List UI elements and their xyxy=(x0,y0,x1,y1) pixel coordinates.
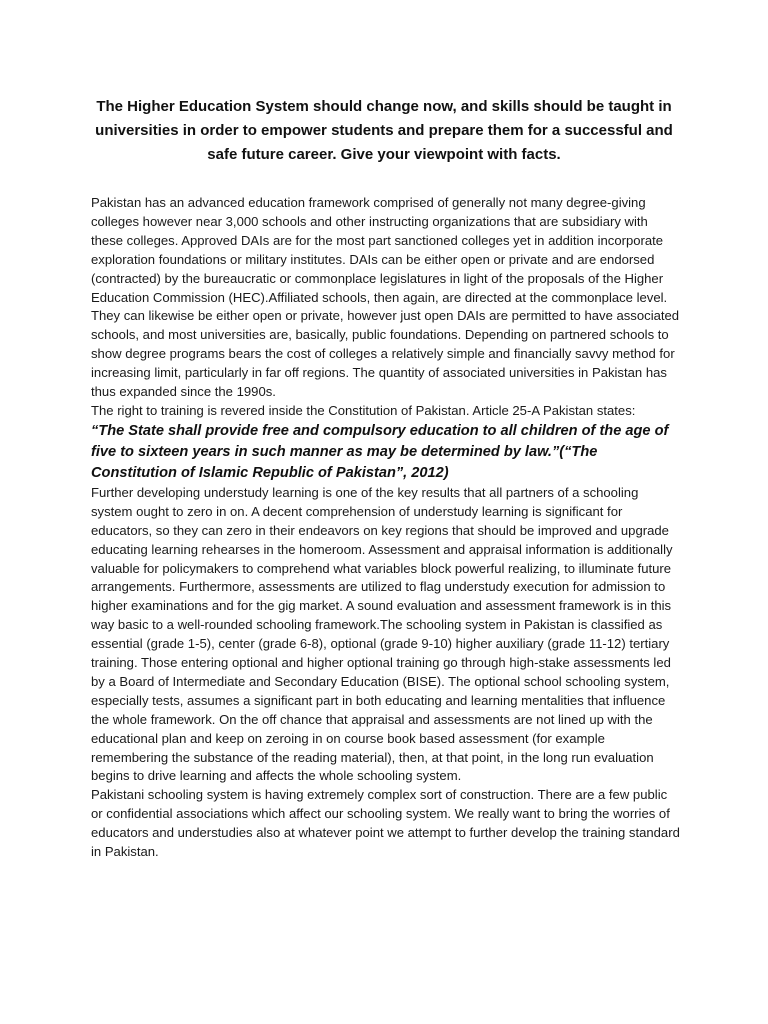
paragraph-constitution-intro: The right to training is revered inside the Constitution of Pakistan. Article 25-A Pakistan states: xyxy=(91,402,636,418)
paragraph-education-framework: Pakistan has an advanced education framework comprised of generally not many degree-giving colleges however near 3,000 schools and other instructing organizations that are subsidiary with these colleges. Approved DAIs are for the most part sanctioned colleges yet in addition incorporate exploration foundations or military institutes. DAIs can be either open or private and are endorsed (contracted) by the bureaucratic or commonplace legislatures in light of the proposals of the Higher Education Commission (HEC).Affiliated schools, then again, are directed at the commonplace level. They can likewise be either open or private, however just open DAIs are permitted to have associated schools, and most universities are, basically, public foundations. Depending on partnered schools to show degree programs bears the cost of colleges a relatively simple and financially savvy method for increasing limit, particularly in far off regions. The quantity of associated universities in Pakistan has thus expanded since the 1990s. xyxy=(91,195,680,400)
constitution-quote: “The State shall provide free and compulsory education to all children of the age of five to sixteen years in such manner as may be determined by law.”(“The Constitution of Islamic Republic of Pakistan”, 2012) xyxy=(91,422,669,481)
essay-title: The Higher Education System should change now, and skills should be taught in universities in order to empower students and prepare them for a successful and safe future career. Give your viewpoint with facts. xyxy=(95,98,673,163)
paragraph-student-learning: Further developing understudy learning is one of the key results that all partners of a schooling system ought to zero in on. A decent comprehension of understudy learning is significant for educators, so they can zero in their endeavors on key regions that should be improved and upgrade educating learning rehearses in the homeroom. Assessment and appraisal information is additionally valuable for policymakers to comprehend what variables block powerful realizing, to illuminate future arrangements. Furthermore, assessments are utilized to flag understudy execution for admission to higher examinations and for the gig market. A sound evaluation and assessment framework is in this way basic to a well-rounded schooling framework.The schooling system in Pakistan is classified as essential (grade 1-5), center (grade 6-8), optional (grade 9-10) higher auxiliary (grade 11-12) tertiary training. Those entering optional and higher optional training go through high-stake assessments led by a Board of Intermediate and Secondary Education (BISE). The optional school schooling system, especially tests, assumes a significant part in both educating and learning mentalities that influence the whole framework. On the off chance that appraisal and assessments are not lined up with the educational plan and keep on zeroing in on course book based assessment (for example remembering the substance of the reading material), then, at that point, in the long run evaluation begins to drive learning and affects the whole schooling system. xyxy=(91,484,673,784)
essay-body xyxy=(91,194,681,862)
paragraph-schooling-structure: Pakistani schooling system is having extremely complex sort of construction. There are a few public or confidential associations which affect our schooling system. We really want to bring the worries of educators and understudies also at whatever point we attempt to further develop the training standard in Pakistan. xyxy=(91,787,680,860)
